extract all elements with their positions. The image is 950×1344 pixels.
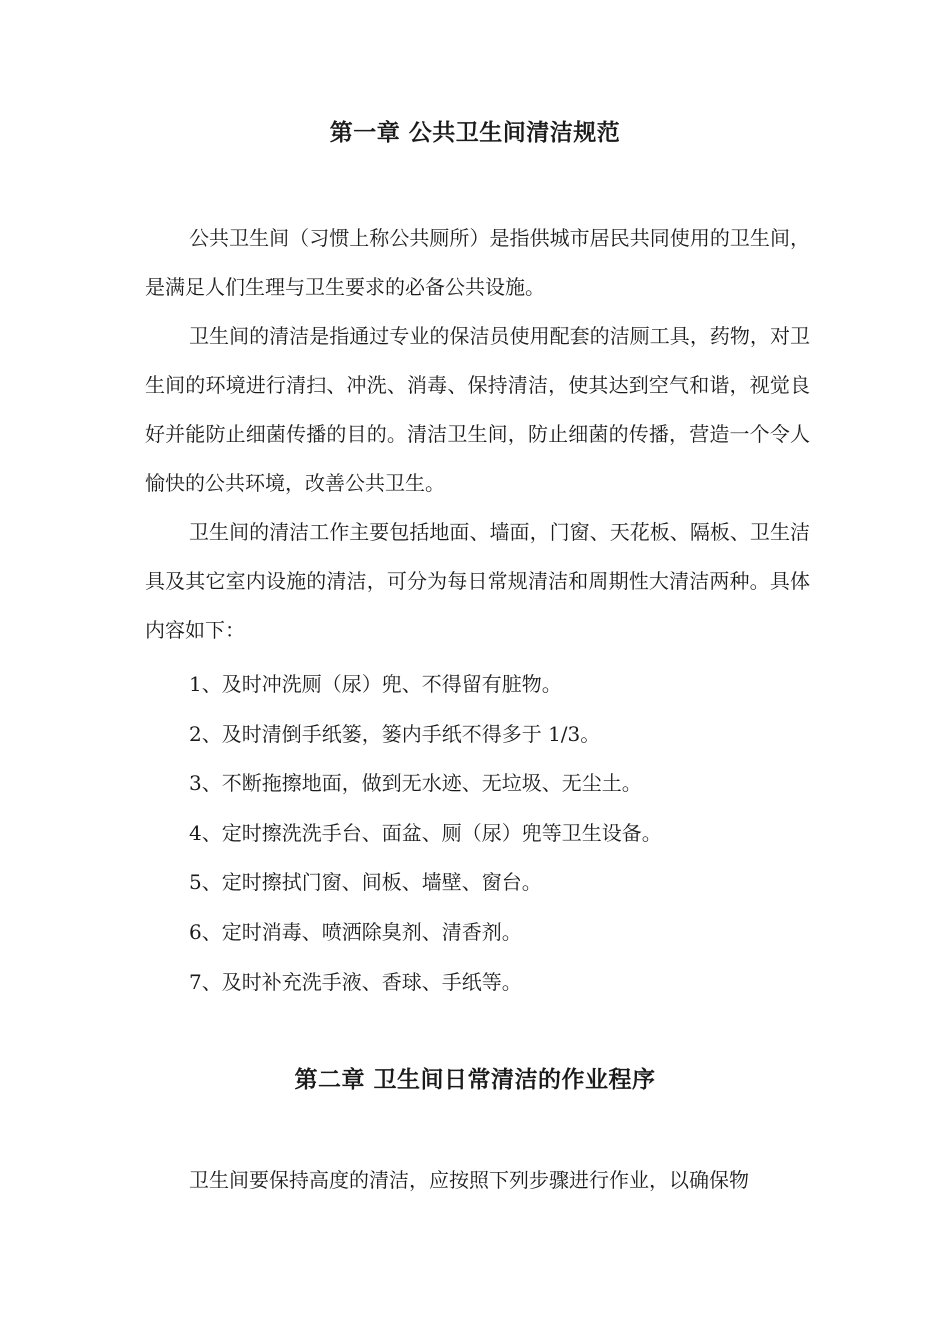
paragraph-daily-procedure: 卫生间要保持高度的清洁，应按照下列步骤进行作业，以确保物 <box>189 1168 749 1192</box>
list-item: 5、定时擦拭门窗、间板、墙壁、窗台。 <box>189 870 542 895</box>
list-item: 6、定时消毒、喷洒除臭剂、清香剂。 <box>189 919 522 944</box>
chapter-2-title: 第二章 卫生间日常清洁的作业程序 <box>294 1067 656 1093</box>
paragraph-cleaning-purpose: 卫生间的清洁是指通过专业的保洁员使用配套的洁厕工具，药物，对卫生间的环境进行清扫、冲洗、消毒、保持清洁，使其达到空气和谐，视觉良好并能防止细菌传播的目的。清洁卫生间，防止细菌的传播，营造一个令人愉快的公共环境，改善公共卫生。 <box>145 324 810 495</box>
chapter-1-title: 第一章 公共卫生间清洁规范 <box>329 120 621 146</box>
cleaning-items-list <box>189 660 829 1007</box>
list-item: 1、及时冲洗厕（尿）兜、不得留有脏物。 <box>189 672 562 696</box>
paragraph-definition: 公共卫生间（习惯上称公共厕所）是指供城市居民共同使用的卫生间，是满足人们生理与卫生要求的必备公共设施。 <box>145 226 810 299</box>
list-item: 7、及时补充洗手液、香球、手纸等。 <box>189 969 522 994</box>
list-item: 4、定时擦洗洗手台、面盆、厕（尿）兜等卫生设备。 <box>189 820 662 845</box>
list-item: 3、不断拖擦地面，做到无水迹、无垃圾、无尘土。 <box>189 771 642 796</box>
list-item: 2、及时清倒手纸篓，篓内手纸不得多于 1/3。 <box>189 721 601 746</box>
paragraph-cleaning-scope: 卫生间的清洁工作主要包括地面、墙面，门窗、天花板、隔板、卫生洁具及其它室内设施的清洁，可分为每日常规清洁和周期性大清洁两种。具体内容如下： <box>145 520 810 642</box>
